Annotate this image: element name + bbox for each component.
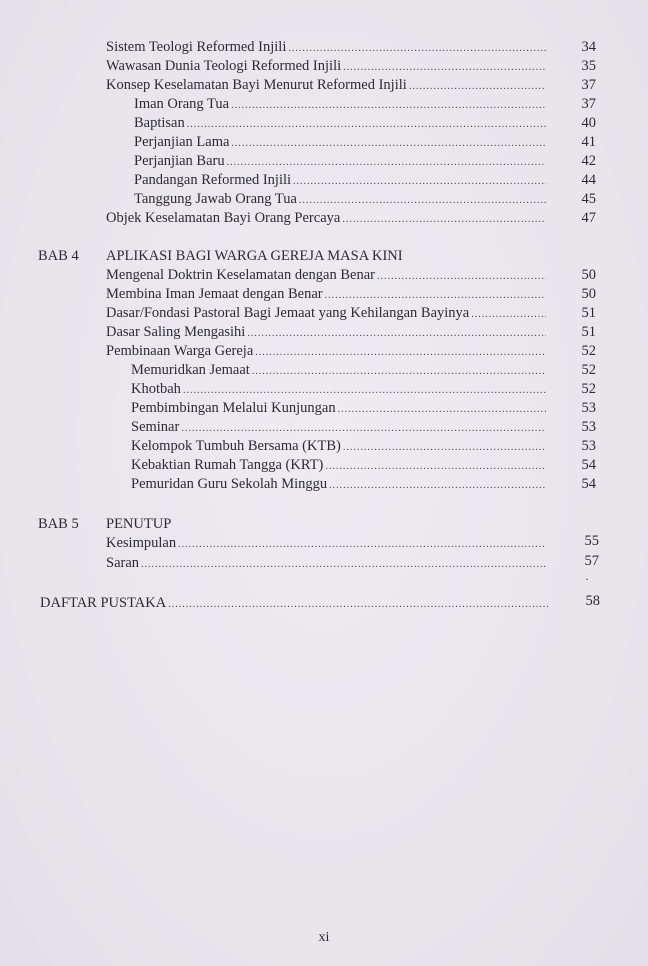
toc-page-number: 54 [581,457,596,473]
toc-page-number: 51 [581,305,596,321]
toc-entry[interactable]: Khotbah ..... [131,380,548,400]
toc-entry[interactable]: Konsep Keselamatan Bayi Menurut Reformed Injili ..... [106,76,548,96]
toc-page-number: 54 [581,476,596,492]
toc-page-number: 53 [581,400,596,416]
toc-page-number: 52 [581,343,596,359]
toc-page-number: 42 [581,153,596,169]
toc-page-number: 47 [581,210,596,226]
toc-page-number: 55 [584,533,599,549]
toc-page-number: 51 [581,324,596,340]
toc-entry[interactable]: Dasar/Fondasi Pastoral Bagi Jemaat yang Kehilangan Bayinya ..... [106,304,548,324]
toc-page-number: 37 [581,96,596,112]
toc-page-number: 53 [581,438,596,454]
toc-entry[interactable]: Iman Orang Tua ..... [134,95,548,115]
toc-entry[interactable]: Perjanjian Baru ..... [134,152,548,172]
footer-page-number: xi [318,930,330,945]
toc-entry[interactable]: Pembinaan Warga Gereja ..... [106,342,548,362]
toc-entry[interactable]: Sistem Teologi Reformed Injili ..... [106,38,548,58]
toc-page-number: 34 [581,39,596,55]
toc-entry[interactable]: Perjanjian Lama ..... [134,133,548,153]
toc-page-number: 52 [581,362,596,378]
chapter-number: BAB 4 [38,248,79,264]
toc-entry[interactable]: Objek Keselamatan Bayi Orang Percaya ..... [106,209,548,229]
stray-dot: · [585,572,589,586]
toc-entry[interactable]: Pembimbingan Melalui Kunjungan ..... [131,399,548,419]
toc-page-number: 41 [581,134,596,150]
toc-entry[interactable]: Pandangan Reformed Injili ..... [134,171,548,191]
toc-entry[interactable]: Tanggung Jawab Orang Tua ..... [134,190,548,210]
toc-page-number: 37 [581,77,596,93]
chapter-title[interactable]: APLIKASI BAGI WARGA GEREJA MASA KINI [106,248,403,264]
chapter-title[interactable]: PENUTUP [106,516,172,532]
toc-entry[interactable]: Mengenal Doktrin Keselamatan dengan Benar ..... [106,266,548,286]
toc-entry[interactable]: Membina Iman Jemaat dengan Benar ..... [106,285,548,305]
toc-page-number: 40 [581,115,596,131]
toc-entry[interactable]: Kelompok Tumbuh Bersama (KTB) ..... [131,437,548,457]
toc-page-number: 50 [581,267,596,283]
toc-entry[interactable]: Baptisan ..... [134,114,548,134]
toc-entry[interactable]: Pemuridan Guru Sekolah Minggu ..... [131,475,548,495]
toc-page-number: 52 [581,381,596,397]
toc-entry[interactable]: Memuridkan Jemaat ..... [131,361,548,381]
toc-page-number: 35 [581,58,596,74]
toc-entry[interactable]: Dasar Saling Mengasihi ..... [106,323,548,343]
toc-entry[interactable]: Kebaktian Rumah Tangga (KRT) ..... [131,456,548,476]
toc-entry[interactable]: Kesimpulan ..... [106,534,548,554]
toc-page-number: 53 [581,419,596,435]
toc-entry[interactable]: Seminar ..... [131,418,548,438]
toc-page-number: 45 [581,191,596,207]
toc-page-number: 57 [584,553,599,569]
toc-entry[interactable]: DAFTAR PUSTAKA ..... [40,594,550,614]
chapter-number: BAB 5 [38,516,79,532]
toc-page-number: 58 [585,593,600,609]
toc-page-number: 50 [581,286,596,302]
toc-page-number: 44 [581,172,596,188]
toc-entry[interactable]: Saran ..... [106,554,548,574]
toc-entry[interactable]: Wawasan Dunia Teologi Reformed Injili ..... [106,57,548,77]
